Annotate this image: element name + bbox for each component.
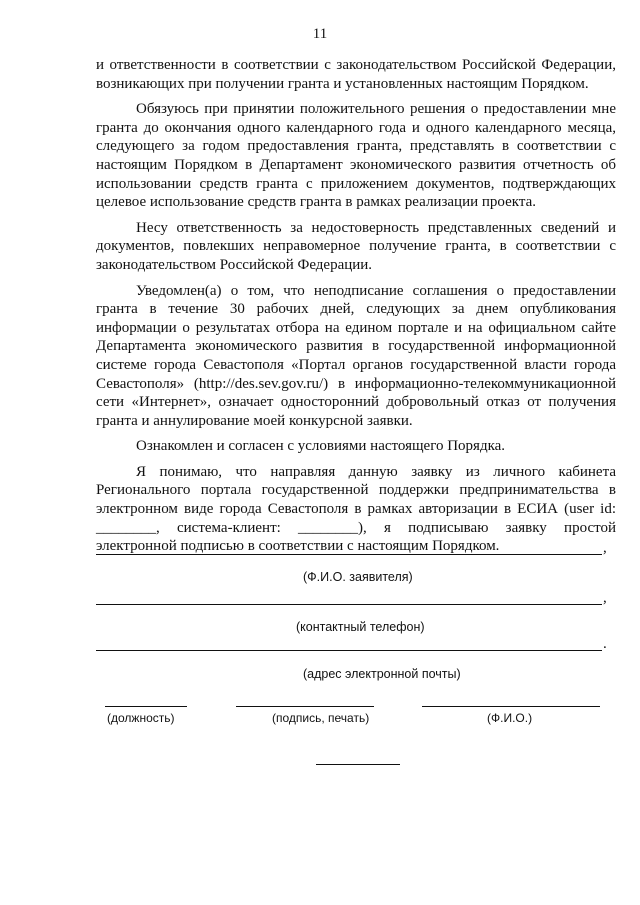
applicant-name-caption: (Ф.И.О. заявителя)	[303, 570, 413, 584]
applicant-name-line[interactable]	[96, 554, 602, 555]
position-line[interactable]	[105, 706, 187, 707]
paragraph-responsibility-continuation: и ответственности в соответствии с законодательством Российской Федерации, возникающих при получении гранта и установленных настоящим Порядком.	[96, 57, 616, 92]
paragraph-acknowledgement: Ознакомлен и согласен с условиями настоящего Порядка.	[136, 438, 506, 455]
fio-caption: (Ф.И.О.)	[487, 711, 533, 725]
period-after-email: .	[603, 636, 607, 652]
signature-caption: (подпись, печать)	[272, 711, 370, 725]
paragraph-reporting-obligation: Обязуюсь при принятии положительного решения о предоставлении мне гранта до окончания одного календарного года и одного календарного месяца, следующего за годом предоставления гранта, представлять в соответствии с настоящим Порядком в Департамент экономического развития отчетность об использовании средств гранта с приложением документов, подтверждающих целевое использование средств гранта в рамках реализации проекта.	[96, 101, 616, 211]
closing-separator-line	[316, 764, 400, 765]
email-caption: (адрес электронной почты)	[303, 667, 461, 681]
fio-line[interactable]	[422, 706, 600, 707]
position-caption: (должность)	[107, 711, 175, 725]
phone-caption: (контактный телефон)	[296, 620, 425, 634]
paragraph-liability: Несу ответственность за недостоверность представленных сведений и документов, повлекших неправомерное получение гранта, в соответствии с законодательством Российской Федерации.	[96, 219, 616, 273]
paragraph-electronic-signature: Я понимаю, что направляя данную заявку из личного кабинета Регионального портала государственной поддержки предпринимательства в электронном виде города Севастополя в рамках авторизации в ЕСИА (user id: ________, система-клиент: ________), я подписываю заявку простой электронной подписью в соответствии с настоящим Порядком.	[96, 463, 616, 555]
email-line[interactable]	[96, 650, 602, 651]
signature-line[interactable]	[236, 706, 374, 707]
paragraph-notification: Уведомлен(а) о том, что неподписание соглашения о предоставлении гранта в течение 30 рабочих дней, следующих за днем опубликования информации о результатах отбора на едином портале и на официальном сайте Департамента экономического развития в государственной информационной системе города Севастополя «Портал органов государственной власти города Севастополя» (http://des.sev.gov.ru/) в информационно-телекоммуникационной сети «Интернет», означает односторонний добровольный отказ от получения гранта и аннулирование моей конкурсной заявки.	[96, 282, 616, 429]
phone-line[interactable]	[96, 604, 602, 605]
comma-after-phone: ,	[603, 590, 607, 606]
document-body	[96, 56, 616, 556]
page-number: 11	[312, 26, 328, 42]
comma-after-name: ,	[603, 540, 607, 556]
